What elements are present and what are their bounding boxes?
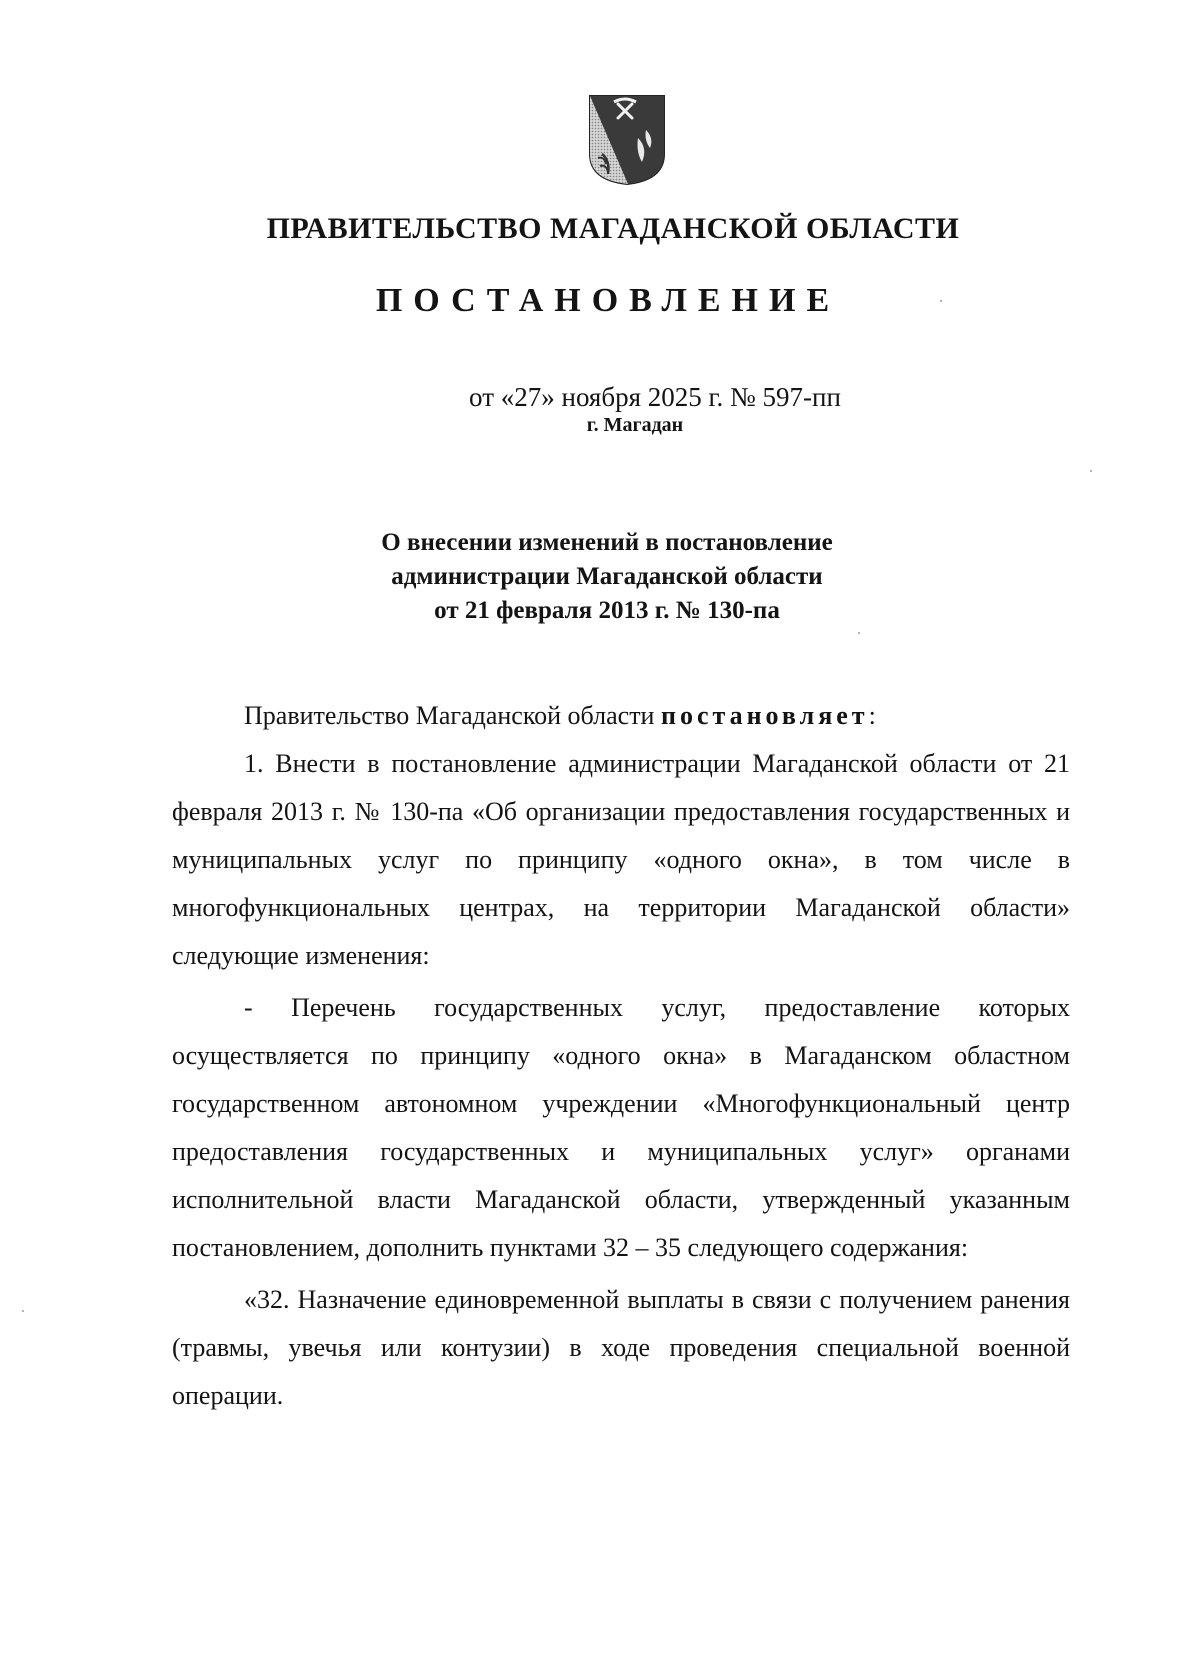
scan-speck: [858, 632, 860, 634]
subject-line-1: О внесении изменений в постановление: [381, 529, 833, 556]
item-1-paragraph: 1. Внести в постановление администрации Магаданской области от 21 февраля 2013 г. № 130-па «Об организации предоставления государственных и муниципальных услуг по принципу «одного окна», в том числе в многофункциональных центрах, на территории Магаданской области» следующие изменения:: [172, 749, 1070, 970]
scan-speck: [940, 300, 942, 302]
decree-word: постановляет: [660, 701, 869, 730]
scan-speck: [22, 1310, 24, 1312]
item-32-paragraph: «32. Назначение единовременной выплаты в связи с получением ранения (травмы, увечья или контузии) в ходе проведения специальной военной операции.: [172, 1285, 1070, 1410]
document-subject: [0, 526, 1200, 628]
subject-line-3: от 21 февраля 2013 г. № 130-па: [434, 597, 780, 624]
date-and-number: от «27» ноября 2025 г. № 597-пп: [469, 382, 841, 412]
coat-of-arms-icon: [588, 94, 666, 186]
government-title: ПРАВИТЕЛЬСТВО МАГАДАНСКОЙ ОБЛАСТИ: [266, 212, 960, 245]
city-line: г. Магадан: [586, 414, 684, 436]
preamble-colon: :: [868, 701, 876, 730]
document-type-title: ПОСТАНОВЛЕНИЕ: [375, 282, 841, 319]
scan-speck: [1090, 470, 1092, 472]
preamble-paragraph: [172, 692, 1070, 740]
preamble-text: Правительство Магаданской области: [244, 701, 661, 730]
dash-item-paragraph: - Перечень государственных услуг, предоставление которых осуществляется по принципу «одного окна» в Магаданском областном государственном автономном учреждении «Многофункциональный центр предоставления государственных и муниципальных услуг» органами исполнительной власти Магаданской области, утвержденный указанным постановлением, дополнить пунктами 32 – 35 следующего содержания:: [172, 993, 1070, 1262]
document-body: [172, 692, 1070, 1420]
subject-line-2: администрации Магаданской области: [391, 563, 823, 590]
